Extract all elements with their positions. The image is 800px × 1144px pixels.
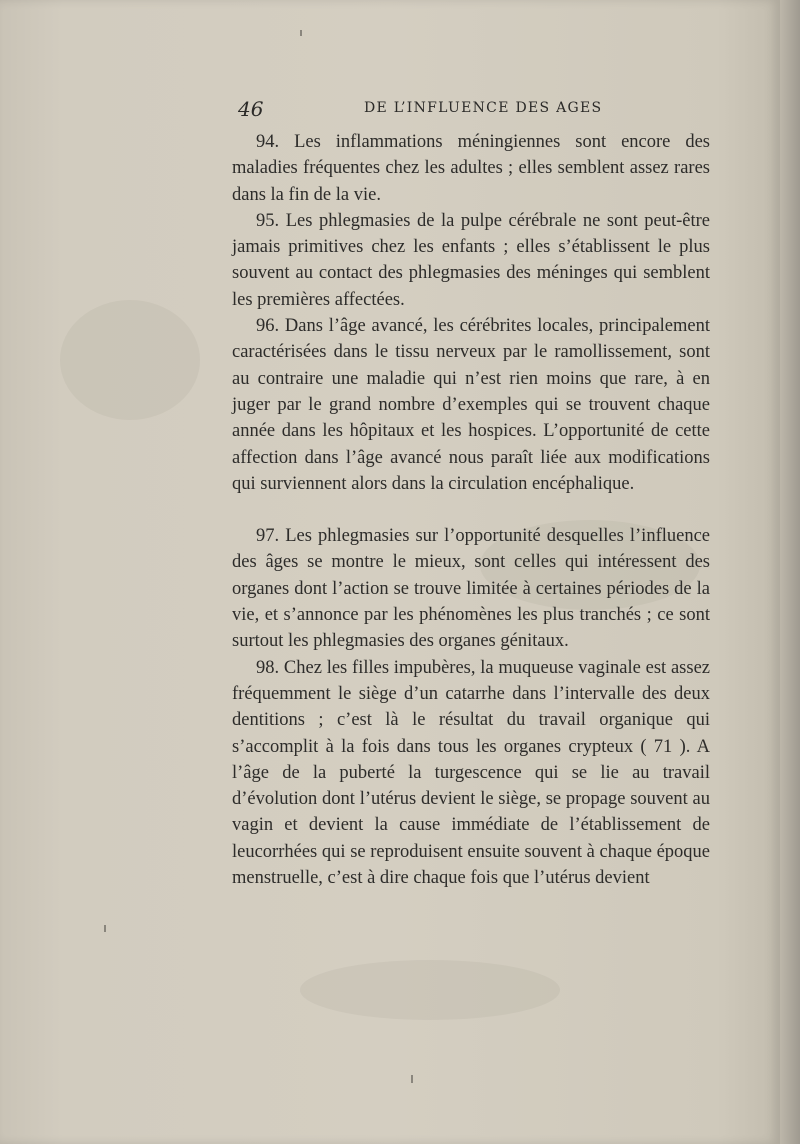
page-edge bbox=[780, 0, 800, 1144]
paragraph-number: 94. bbox=[256, 132, 280, 152]
margin-mark bbox=[104, 925, 106, 932]
paragraph-95 bbox=[232, 208, 710, 313]
paragraph-text: Chez les filles impubères, la muqueuse vaginale est assez fréquemment le siège d’un catarrhe dans l’intervalle des deux dentitions ; c’est là le résultat du travail organique qui s’accomplit à la fois dans tous les organes crypteux ( 71 ). A l’âge de la puberté la turgescence qui se lie au travail d’évolution dont l’utérus devient le siège, se propage souvent au vagin et devient la cause immédiate de l’établissement de leucorrhées qui se reproduisent ensuite souvent à chaque époque menstruelle, c’est à dire chaque fois que l’utérus devient bbox=[232, 657, 710, 889]
paper-stain bbox=[60, 300, 200, 420]
paragraph-number: 98. bbox=[256, 657, 280, 678]
running-title: DE L’INFLUENCE DES AGES bbox=[364, 100, 603, 116]
margin-mark bbox=[300, 30, 302, 36]
paragraph-98 bbox=[232, 655, 710, 892]
paragraph-94 bbox=[232, 129, 710, 208]
paper-stain bbox=[300, 960, 560, 1020]
margin-mark bbox=[411, 1075, 413, 1083]
paragraph-96 bbox=[232, 313, 710, 497]
paragraph-number: 95. bbox=[256, 210, 280, 231]
paragraph-text: Les inflammations méningiennes sont encore des maladies fréquentes chez les adultes ; elles semblent assez rares dans la fin de la vie. bbox=[232, 132, 711, 205]
paragraph-text: Dans l’âge avancé, les cérébrites locales, principalement caractérisées dans le tissu nerveux par le ramollissement, sont au contraire une maladie qui n’est rien moins que rare, à en juger par le grand nombre d’exemples qui se trouvent chaque année dans les hôpitaux et les hospices. L’opportunité de cette affection dans l’âge avancé nous paraît liée aux modifications qui surviennent alors dans la circulation encéphalique. bbox=[232, 316, 711, 494]
body-text bbox=[232, 129, 710, 891]
paragraph-number: 97. bbox=[256, 526, 280, 547]
paragraph-number: 96. bbox=[256, 316, 280, 337]
page-header bbox=[236, 97, 710, 121]
paragraph-97 bbox=[232, 523, 710, 654]
page-number: 46 bbox=[238, 97, 264, 121]
paragraph-text: Les phlegmasies de la pulpe cérébrale ne sont peut-être jamais primitives chez les enfants ; elles s’établissent le plus souvent au contact des phlegmasies des méninges qui semblent les premières affectées. bbox=[232, 210, 710, 310]
paragraph-text: Les phlegmasies sur l’opportunité desquelles l’influence des âges se montre le mieux, sont celles qui intéressent des organes dont l’action se trouve limitée à certaines périodes de la vie, et s’annonce par les phénomènes les plus tranchés ; ce sont surtout les phlegmasies des organes génitaux. bbox=[232, 526, 711, 652]
